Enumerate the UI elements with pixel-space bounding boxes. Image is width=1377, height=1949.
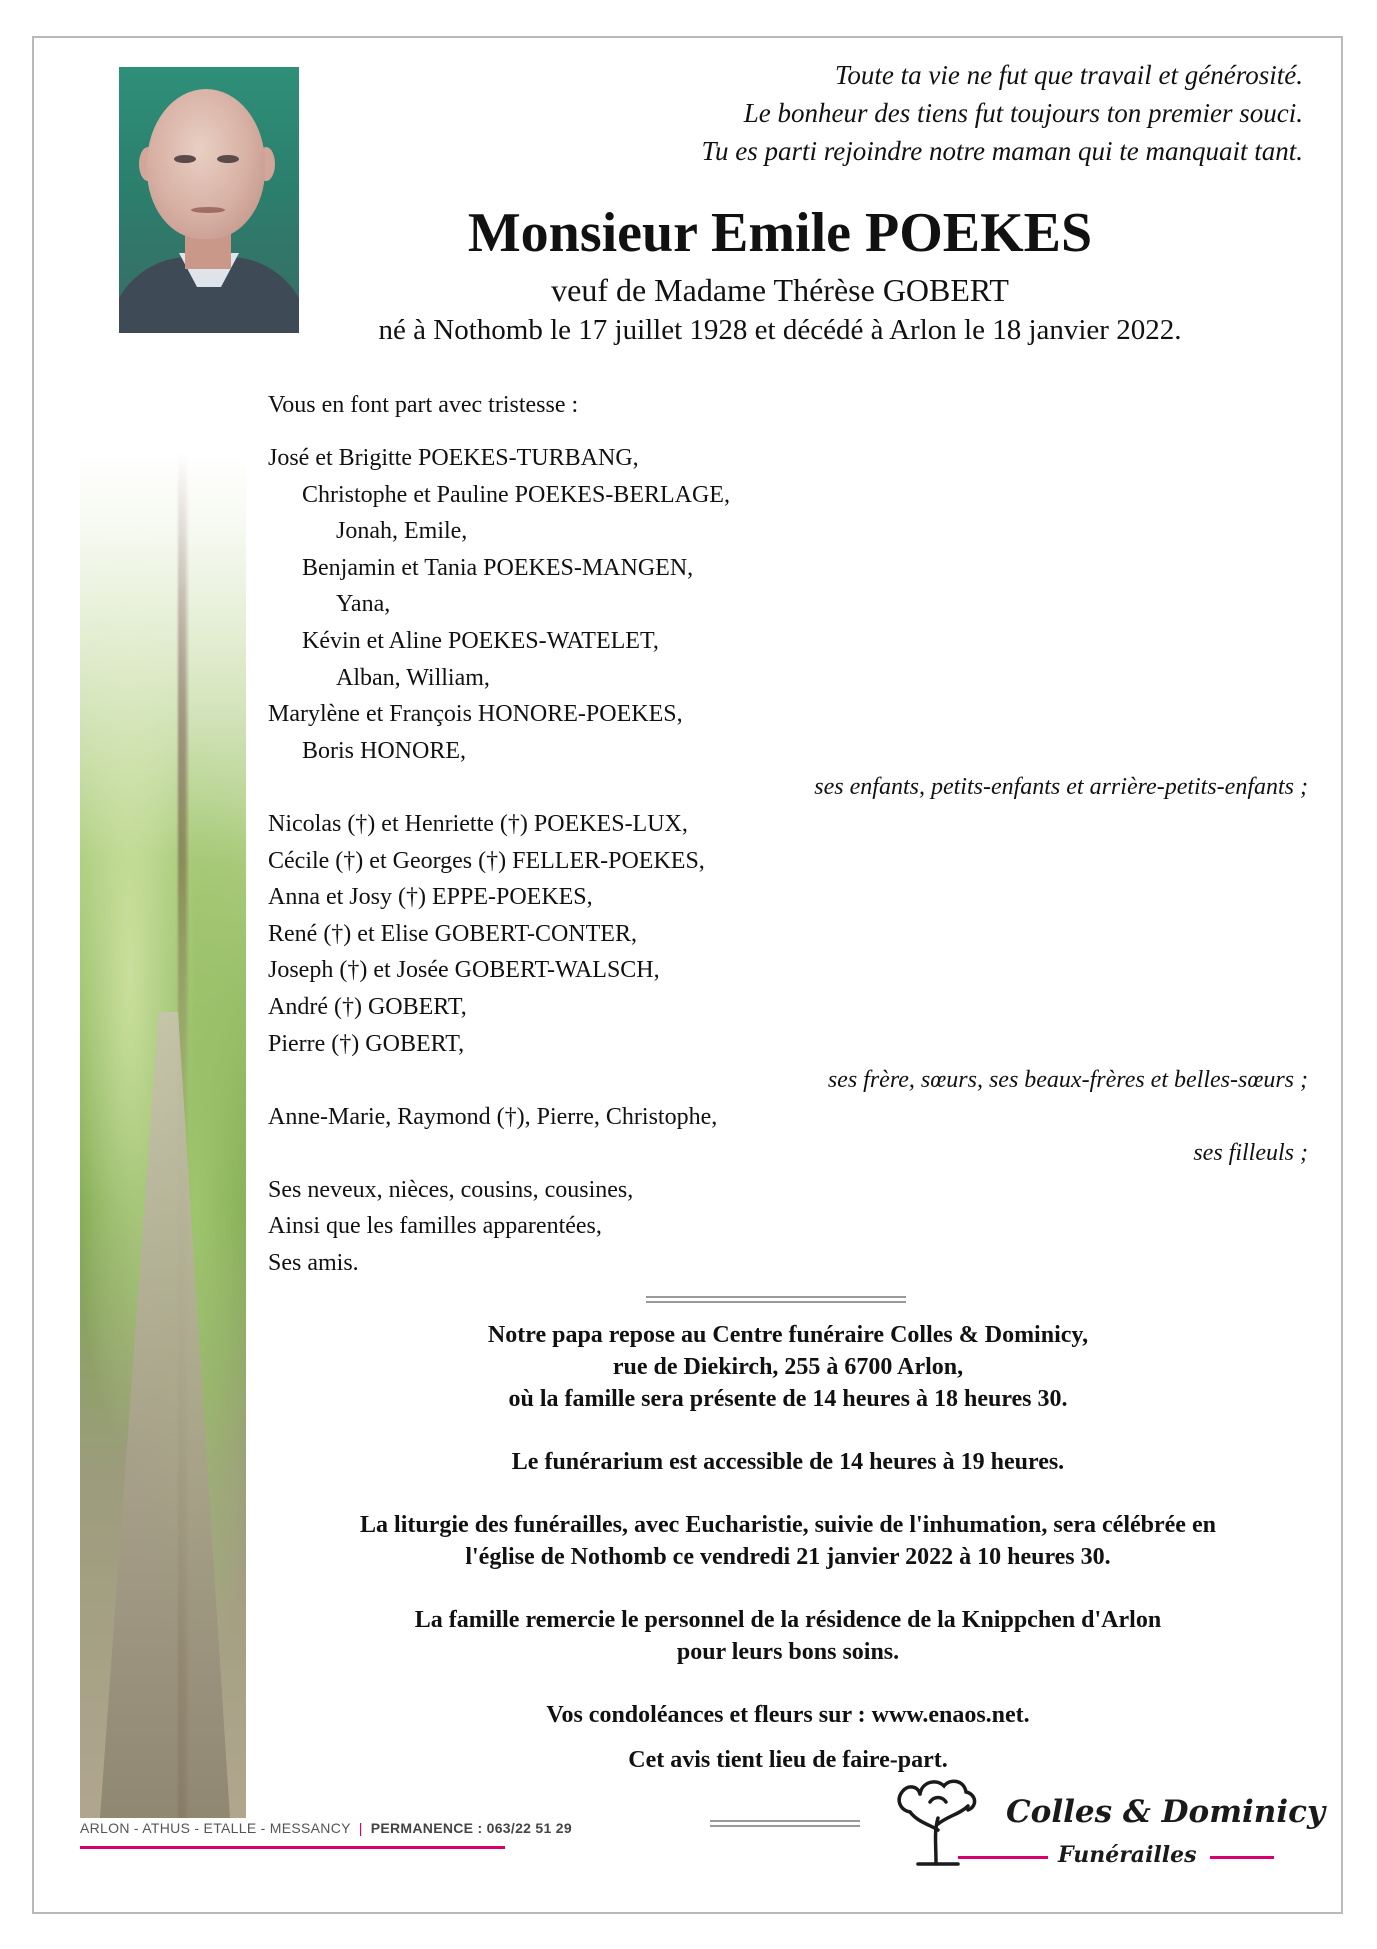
family-relation-caption: ses enfants, petits-enfants et arrière-petits-enfants ; bbox=[814, 774, 1308, 801]
notice-rest-line: Notre papa repose au Centre funéraire Colles & Dominicy, bbox=[487, 1322, 1089, 1348]
notice-liturgy-line: La liturgie des funérailles, avec Eucharistie, suivie de l'inhumation, sera célébrée en bbox=[360, 1512, 1216, 1538]
family-member-line: René (†) et Elise GOBERT-CONTER, bbox=[268, 920, 637, 947]
notice-condolences: Vos condoléances et fleurs sur : www.enaos.net. bbox=[546, 1702, 1030, 1728]
family-member-line: Ses neveux, nièces, cousins, cousines, bbox=[268, 1176, 634, 1203]
family-member-line: André (†) GOBERT, bbox=[268, 993, 467, 1020]
brand-accent-line bbox=[958, 1856, 1048, 1859]
family-member-line: José et Brigitte POEKES-TURBANG, bbox=[268, 445, 639, 471]
footer-permanence: PERMANENCE : 063/22 51 29 bbox=[370, 1820, 572, 1836]
notice-thanks-line: La famille remercie le personnel de la résidence de la Knippchen d'Arlon bbox=[414, 1607, 1162, 1633]
family-member-line: Joseph (†) et Josée GOBERT-WALSCH, bbox=[268, 957, 660, 984]
spouse-line: veuf de Madame Thérèse GOBERT bbox=[551, 272, 1009, 308]
family-relation-caption: ses filleuls ; bbox=[1193, 1140, 1308, 1167]
family-member-line: Yana, bbox=[336, 591, 391, 618]
brand-accent-line bbox=[1210, 1856, 1274, 1859]
family-member-line: Boris HONORE, bbox=[302, 737, 467, 764]
notice-faire-part: Cet avis tient lieu de faire-part. bbox=[628, 1747, 948, 1773]
family-member-line: Nicolas (†) et Henriette (†) POEKES-LUX, bbox=[268, 810, 688, 837]
family-member-line: Ainsi que les familles apparentées, bbox=[268, 1213, 602, 1240]
family-member-line: Marylène et François HONORE-POEKES, bbox=[268, 701, 683, 728]
brand-name: Colles & Dominicy bbox=[1006, 1794, 1325, 1830]
notice-rest-line: rue de Diekirch, 255 à 6700 Arlon, bbox=[612, 1354, 964, 1380]
notice-thanks-line: pour leurs bons soins. bbox=[676, 1639, 900, 1665]
family-relation-caption: ses frère, sœurs, ses beaux-frères et belles-sœurs ; bbox=[827, 1067, 1308, 1094]
forest-path-image bbox=[80, 452, 246, 1818]
family-member-line: Kévin et Aline POEKES-WATELET, bbox=[302, 627, 659, 654]
brand-subtitle: Funérailles bbox=[1058, 1842, 1197, 1868]
notice-rest-line: où la famille sera présente de 14 heures à 18 heures 30. bbox=[508, 1386, 1068, 1412]
footer-locations: ARLON - ATHUS - ETALLE - MESSANCY bbox=[80, 1820, 351, 1836]
family-member-line: Pierre (†) GOBERT, bbox=[268, 1030, 465, 1057]
separator-rule bbox=[646, 1296, 906, 1303]
family-member-line: Jonah, Emile, bbox=[336, 518, 468, 545]
family-member-line: Anne-Marie, Raymond (†), Pierre, Christophe, bbox=[268, 1103, 718, 1130]
family-member-line: Anna et Josy (†) EPPE-POEKES, bbox=[268, 884, 593, 911]
intro-text: Vous en font part avec tristesse : bbox=[268, 392, 579, 418]
portrait-photo bbox=[119, 67, 299, 333]
family-member-line: Cécile (†) et Georges (†) FELLER-POEKES, bbox=[268, 847, 705, 874]
footer-divider: | bbox=[358, 1820, 363, 1836]
funeral-notice bbox=[268, 1319, 1308, 1807]
footer-accent-line bbox=[80, 1846, 505, 1849]
footer-contact bbox=[80, 1820, 572, 1836]
notice-liturgy-line: l'église de Nothomb ce vendredi 21 janvier 2022 à 10 heures 30. bbox=[465, 1544, 1111, 1570]
family-list bbox=[268, 440, 1308, 1282]
tree-logo-icon bbox=[888, 1772, 988, 1868]
family-member-line: Alban, William, bbox=[336, 664, 490, 691]
quote-line: Tu es parti rejoindre notre maman qui te manquait tant. bbox=[701, 136, 1303, 166]
memorial-quote bbox=[543, 56, 1303, 170]
quote-line: Le bonheur des tiens fut toujours ton premier souci. bbox=[743, 98, 1303, 128]
family-member-line: Christophe et Pauline POEKES-BERLAGE, bbox=[302, 481, 730, 508]
family-member-line: Benjamin et Tania POEKES-MANGEN, bbox=[302, 554, 694, 581]
quote-line: Toute ta vie ne fut que travail et générosité. bbox=[834, 60, 1303, 90]
footer-separator-rule bbox=[710, 1820, 860, 1827]
deceased-name: Monsieur Emile POEKES bbox=[467, 202, 1093, 264]
birth-death-line: né à Nothomb le 17 juillet 1928 et décédé à Arlon le 18 janvier 2022. bbox=[378, 314, 1182, 346]
family-member-line: Ses amis. bbox=[268, 1250, 359, 1277]
notice-access: Le funérarium est accessible de 14 heures à 19 heures. bbox=[511, 1449, 1065, 1475]
